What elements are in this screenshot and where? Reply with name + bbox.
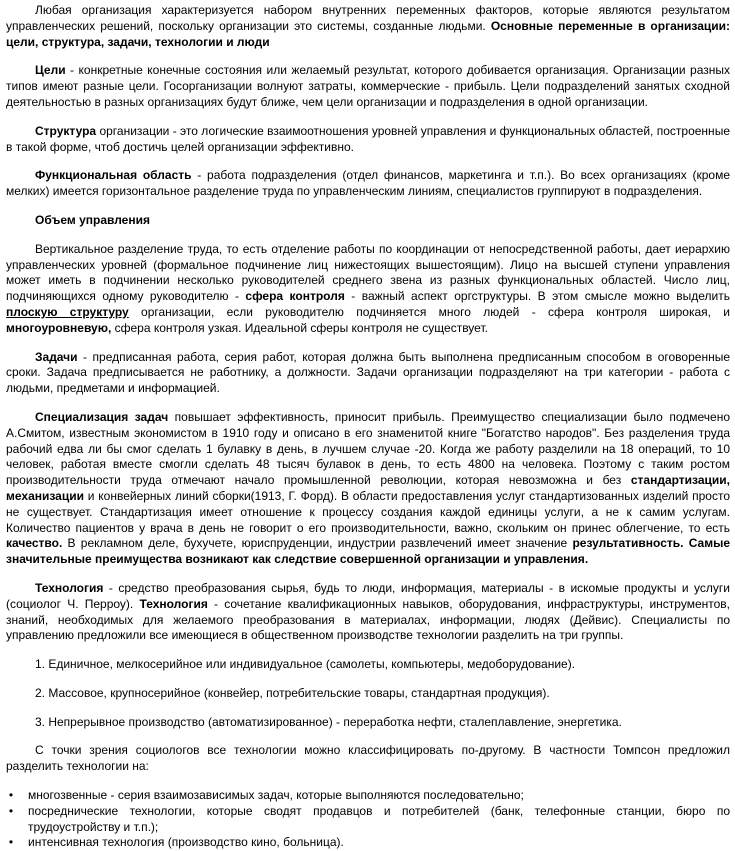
- specialization-text-a: повышает эффективность, приносит прибыль. Преимущество специализации было подмечено А.Смитом, известным экономистом в 1910 году и описано в его знаменитой книге "Богатство народов". Без разделения труда рабочий едва ли бы смог сделать 1 булавку в день, в лучшем случае -20. Когда же работу разделили на 18 операций, то 10 человек, работая вместе смогли сделать 48 тысяч булавок в день, то есть 4800 на человека. Поэтому с таким ростом производительности труда отмечают начало промышленной революции, которая невозможна и без: [6, 409, 730, 488]
- effectiveness-term: результативность. Самые значительные преимущества возникают как следствие совершенной организации и управления.: [6, 536, 731, 567]
- functional-area-text: - работа подразделения (отдел финансов, маркетинга и т.п.). Во всех организациях (кроме мелких) имеется горизонтальное разделение труда по управленческим линиям, специалистов группируют в подразделения.: [6, 168, 730, 199]
- thompson-paragraph: С точки зрения социологов все технологии можно классифицировать по-другому. В частности Томпсон предложил разделить технологии на:: [6, 743, 730, 774]
- span-text-e: сфера контроля узкая. Идеальной сферы контроля не существует.: [111, 320, 488, 335]
- span-text-a: Вертикальное разделение труда, то есть отделение работы по координации от непосредственной работы, дает иерархию управленческих уровней (формальное подчинение лиц нижестоящих вышестоящим). Лицо на высшей ступени управления может иметь в подчинении несколько руководителей среднего звена из разных функциональных областей. Число лиц, подчиняющихся одному руководителю -: [6, 241, 730, 304]
- list-item: 3. Непрерывное производство (автоматизированное) - переработка нефти, сталеплавление, энергетика.: [35, 714, 622, 729]
- bullet-text: многозвенные - серия взаимозависимых задач, которые выполняются последовательно;: [28, 788, 524, 803]
- bullet-icon: •: [8, 803, 14, 818]
- technology-paragraph: [6, 581, 730, 644]
- list-item: 1. Единичное, мелкосерийное или индивидуальное (самолеты, компьютеры, медоборудование).: [35, 657, 576, 672]
- functional-area-paragraph: [6, 168, 730, 200]
- intro-paragraph: [6, 3, 730, 50]
- multilevel-term: многоуровневую,: [6, 320, 112, 335]
- span-of-control-term: сфера контроля: [245, 289, 345, 304]
- flat-structure-term: плоскую структуру: [6, 304, 129, 319]
- technology-text-b: - сочетание квалификационных навыков, оборудования, инфраструктуры, инструментов, знаний, необходимых для желаемого преобразования в материалах, информации, людях (Дейвис). Специалисты по управлению предложили все имеющиеся в общественном производстве технологии разделить на три группы.: [6, 596, 731, 643]
- structure-term: Структура: [35, 123, 97, 138]
- span-text-c: - важный аспект оргструктуры. В этом смысле можно выделить: [344, 289, 730, 304]
- tasks-term: Задачи: [35, 349, 78, 364]
- specialization-paragraph: [6, 410, 730, 568]
- goals-term: Цели: [35, 63, 66, 78]
- intro-text: Любая организация характеризуется набором внутренних переменных факторов, которые являются результатом управленческих решений, поскольку организации это системы, созданные людьми.: [6, 3, 730, 33]
- goals-text: - конкретные конечные состояния или желаемый результат, которого добивается организация. Организации разных типов имеют разные цели. Госорганизации волнуют затраты, коммерческие - прибыль. Цели подразделений занятых сходной деятельностью в разных организациях будут ближе, чем цели организации и подразделения в одной организации.: [6, 63, 730, 109]
- section-heading: [6, 213, 730, 229]
- goals-paragraph: [6, 63, 730, 110]
- tasks-paragraph: [6, 350, 730, 397]
- structure-paragraph: [6, 124, 730, 156]
- standardization-term: стандартизации, механизации: [6, 473, 730, 503]
- technology-term-2: Технология: [139, 596, 208, 611]
- bullet-icon: •: [8, 788, 14, 803]
- functional-area-term: Функциональная область: [35, 168, 192, 183]
- bullet-list: [6, 788, 730, 851]
- span-text-d: организации, если руководителю подчиняется много людей - сфера контроля широкая, и: [128, 304, 730, 319]
- list-item: 2. Массовое, крупносерийное (конвейер, потребительские товары, стандартная продукция).: [35, 685, 550, 700]
- bullet-list-item: [8, 803, 730, 836]
- bullet-icon: •: [8, 835, 14, 850]
- intro-bold-text: Основные переменные в организации: цели, структура, задачи, технологии и люди: [6, 18, 730, 49]
- bullet-list-item: [8, 788, 730, 804]
- technology-term: Технология: [35, 580, 104, 595]
- technology-text-a: - средство преобразования сырья, будь то люди, информация, материалы - в искомые продукты и услуги (социолог Ч. Перроу).: [6, 580, 730, 611]
- span-of-control-paragraph: [6, 242, 730, 337]
- specialization-text-d: В рекламном деле, бухучете, юриспруденции, индустрии развлечений имеет значение: [62, 536, 573, 551]
- specialization-text-c: и конвейерных линий сборки(1913, Г. Форд). В области предоставления услуг стандартизованных изделий просто не существует. Стандартизация имеет отношение к процессу создания каждой единицы услуги, а не к самим услугам. Количество пациентов у врача в день не говорит о его производительности, важно, скольким он принес облегчение, то есть: [6, 488, 730, 535]
- bullet-text: интенсивная технология (производство кино, больница).: [28, 835, 344, 850]
- bullet-text: посреднические технологии, которые сводят продавцов и потребителей (банк, телефонные станции, бюро по трудоустройству и т.п.);: [28, 803, 730, 834]
- bullet-list-item: [8, 835, 730, 851]
- section-heading-text: Объем управления: [35, 212, 150, 227]
- specialization-term: Специализация задач: [35, 409, 169, 424]
- structure-text: организации - это логические взаимоотношения уровней управления и функциональных областей, построенные в такой форме, чтоб достичь целей организации эффективно.: [6, 123, 730, 154]
- tasks-text: - предписанная работа, серия работ, которая должна быть выполнена предписанным способом в оговоренные сроки. Задача предписывается не работнику, а должности. Задачи организации подразделяют на три категории - работа с людьми, предметами и информацией.: [6, 349, 730, 396]
- quality-term: качество.: [6, 536, 63, 551]
